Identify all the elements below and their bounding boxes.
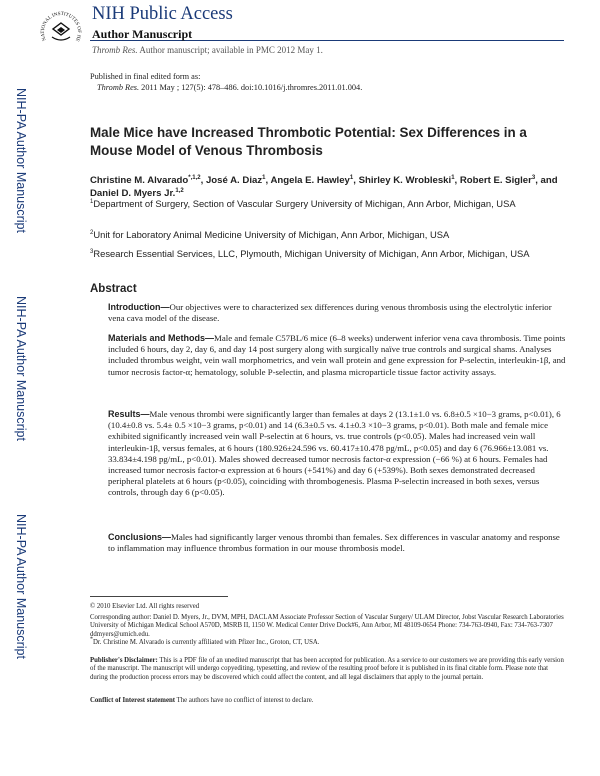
availability-line: Thromb Res. Author manuscript; available in PMC 2012 May 1.: [92, 45, 323, 55]
publisher-disclaimer: Publisher's Disclaimer: This is a PDF file of an unedited manuscript that has been accepted for publication. As a service to our customers we are providing this early version of the manuscript. The manuscript will undergo copyediting, typesetting, and review of the resulting proof before it is published in its final citable form. Please note that during the production process errors may be discovered which could affect the content, and all legal disclaimers that apply to the journal pertain.: [90, 657, 564, 681]
author-name: Daniel D. Myers Jr.: [90, 188, 176, 199]
footnote-rule: [90, 596, 228, 597]
affiliation: $^3$Research Essential Services, LLC, Plymouth, Michigan University of Michigan, Ann Arbor, Michigan, USA: [90, 248, 530, 259]
author-name: José A. Diaz: [205, 175, 263, 186]
author-list: Christine M. Alvarado$^{*,1,2}$, José A. Diaz$^1$, Angela E. Hawley$^1$, Shirley K. Wrobleski$^1$, Robert E. Sigler$^3$, and Daniel D. Myers Jr.$^{1,2}$: [90, 174, 558, 199]
conflict-of-interest-statement: Conflict of Interest statement The authors have no conflict of interest to declare.: [90, 697, 314, 704]
published-in-label: Published in final edited form as:: [90, 72, 201, 81]
abstract-introduction: Introduction—Our objectives were to characterized sex differences during venous thrombosis using the electrolytic inferior vena cava model of the disease.: [108, 302, 552, 324]
abstract-heading: Abstract: [90, 283, 137, 295]
logo-text: NATIONAL INSTITUTES OF HE: [40, 11, 82, 42]
article-title: Male Mice have Increased Thrombotic Potential: Sex Differences in a Mouse Model of Venous Thrombosis: [90, 125, 527, 158]
abstract-methods: Materials and Methods—Male and female C57BL/6 mice (6–8 weeks) underwent inferior vena cava thrombosis. Time points included 6 hours, day 2, day 6, and day 14 post surgery along with surgically naïve true controls and surgical shams. Analyses included thrombus weight, vein wall morphometrics, and vein wall protein and gene expression for P-selectin, interleukin-1β, and tumor necrosis factor-α; hematology, soluble P-selectin, and plasma microparticle tissue factor activity assays.: [108, 333, 566, 377]
abstract-conclusions: Conclusions—Males had significantly larger venous thrombi than females. Sex differences in vascular anatomy and response to inflammation may influence thrombus formation in our mouse thrombosis model.: [108, 532, 560, 554]
nih-logo: [38, 4, 84, 70]
author-name: Christine M. Alvarado: [90, 175, 189, 186]
corresponding-author-note: Corresponding author: Daniel D. Myers, Jr., DVM, MPH, DACLAM Associate Professor Section of Vascular Surgery/ ULAM Director, Jobst Vascular Research Laboratories University of Michigan Medical School A570D, MSRB II, 1150 W. Medical Center Drive Dock#6, Ann Arbor, MI 48109-0654 Phone: 734-763-0940, Fax: 734-763-7307 ddmyers@umich.edu. *Dr. Christine M. Alvarado is currently affiliated with Pfizer Inc., Groton, CT, USA.: [90, 614, 564, 646]
copyright-notice: © 2010 Elsevier Ltd. All rights reserved: [90, 603, 200, 610]
citation-line[interactable]: Thromb Res. 2011 May ; 127(5): 478–486. doi:10.1016/j.thromres.2011.01.004.: [97, 83, 363, 92]
author-name: Robert E. Sigler: [459, 175, 532, 186]
abstract-results: Results—Male venous thrombi were significantly larger than females at days 2 (13.1±1.0 vs. 6.8±0.5 ×10−3 grams, p<0.01), 6 (10.4±0.8 vs. 5.4± 0.5 ×10−3 grams, p<0.01) and 14 (6.3±0.5 vs. 4.1±0.3 ×10−3 grams, p<0.01). Both male and female mice exhibited significantly increased vein wall P-selectin at 6 hours, vs. true controls (p<0.05). Males had increased vein wall interleukin-1β, versus females, at 6 hours (180.926±24.596 vs. 60.417±10.478 pg/mL, p<0.05) and day 6 (76.966±13.081 vs. 33.834±4.198 pg/mL, p<0.01). Males showed decreased tumor necrosis factor-α expression (−66 %) at 6 hours. Females had increased tumor necrosis factor-α expression at 6 hours (+541%) and day 6 (+539%). Both sexes demonstrated decreased peripheral platelets at 6 hours (p<0.05), coinciding with thrombogenesis. Plasma P-selectin increased in both sexes, versus controls, through day 6 (p<0.05).: [108, 409, 561, 498]
author-name: Angela E. Hawley: [270, 175, 350, 186]
affiliation: $^1$Department of Surgery, Section of Vascular Surgery University of Michigan, Ann Arbor, Michigan, USA: [90, 198, 516, 209]
affiliation: $^2$Unit for Laboratory Animal Medicine University of Michigan, Ann Arbor, Michigan, USA: [90, 229, 450, 240]
author-name: Shirley K. Wrobleski: [358, 175, 452, 186]
nih-public-access-title: NIH Public Access: [92, 4, 233, 24]
author-manuscript-label: Author Manuscript: [92, 27, 193, 41]
